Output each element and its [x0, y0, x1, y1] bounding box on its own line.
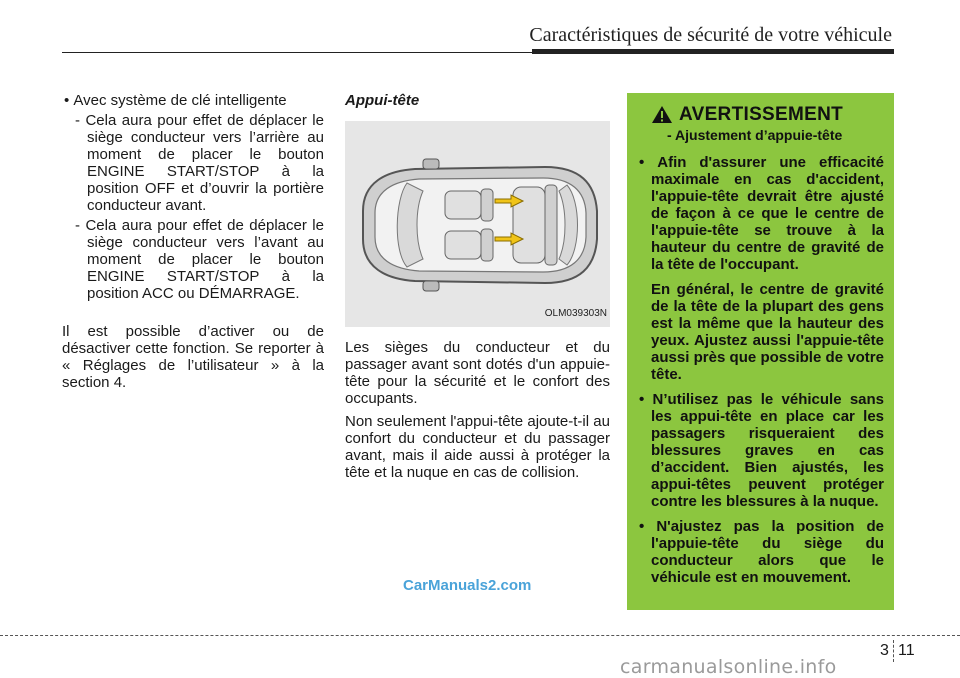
- warning-item-text: N’utilisez pas le véhicule sans les appui-tête en place car les passagers risqueraient des blessures graves en cas d’accident. Bien ajustés, les appui-têtes peuvent protéger contre les blessures à la nuque.: [651, 391, 885, 510]
- warning-item: • Afin d'assurer une efficacité maximale en cas d'accident, l'appuie-tête devrait être ajusté de façon à ce que le centre de l'appuie-tête se trouve à la hauteur du centre de gravité de la tête de l'occupant.: [639, 154, 885, 273]
- warning-item: • N’utilisez pas le véhicule sans les appui-tête en place car les passagers risqueraient des blessures graves en cas d’accident. Bien ajustés, les appui-têtes peuvent protéger contre les blessures à la nuque.: [639, 391, 885, 510]
- headrest-figure: [345, 121, 610, 327]
- site-logo[interactable]: carmanualsonline.info: [620, 656, 837, 678]
- bullet-item: • Avec système de clé intelligente: [64, 92, 287, 109]
- left-column: [62, 92, 324, 391]
- header-rule: [62, 52, 532, 53]
- car-topview-illustration: [345, 121, 610, 327]
- warning-item-text: Afin d'assurer une efficacité maximale en cas d'accident, l'appuie-tête devrait être ajusté de façon à ce que le centre de l'appuie-tête se trouve à la hauteur du centre de gravité de la tête de l'occupant.: [651, 154, 885, 273]
- figure-code: OLM039303N: [544, 308, 607, 319]
- paragraph: Il est possible d’activer ou de désactiver cette fonction. Se reporter à « Réglages de l’utilisateur » à la section 4.: [62, 323, 324, 391]
- chapter-number: 3: [880, 642, 889, 659]
- warning-item: • N'ajustez pas la position de l'appuie-tête du siège du conducteur alors que le véhicule est en mouvement.: [639, 518, 885, 586]
- footer-rule: [0, 635, 960, 636]
- warning-triangle-icon: [651, 105, 673, 124]
- section-title: Appui-tête: [345, 92, 420, 109]
- dash-item-2: - Cela aura pour effet de déplacer le siège conducteur vers l’avant au moment de placer le bouton ENGINE START/STOP à la position ACC ou DÉMARRAGE.: [75, 217, 324, 302]
- page-header-title: Caractéristiques de sécurité de votre véhicule: [529, 24, 892, 46]
- bullet-text: Avec système de clé intelligente: [73, 92, 287, 109]
- warning-box: [627, 93, 894, 610]
- warning-title: AVERTISSEMENT: [679, 104, 844, 125]
- warning-item-text: N'ajustez pas la position de l'appuie-tête du siège du conducteur alors que le véhicule est en mouvement.: [651, 518, 885, 586]
- middle-column: [345, 92, 610, 481]
- paragraph: Non seulement l'appui-tête ajoute-t-il au confort du conducteur et du passager avant, mais il aide aussi à protéger la tête et la nuque en cas de collision.: [345, 413, 610, 481]
- page-number: 11: [898, 642, 915, 659]
- page-separator: [893, 640, 894, 662]
- watermark-link[interactable]: CarManuals2.com: [403, 577, 532, 594]
- header-rule-thick: [532, 49, 894, 54]
- paragraph: Les sièges du conducteur et du passager avant sont dotés d'un appuie-tête pour la sécurité et le confort des occupants.: [345, 339, 610, 407]
- dash-item-1: - Cela aura pour effet de déplacer le siège conducteur vers l’arrière au moment de placer le bouton ENGINE START/STOP à la position OFF et d’ouvrir la portière conducteur avant.: [75, 112, 324, 214]
- warning-header: [651, 105, 884, 124]
- warning-subtitle: - Ajustement d’appuie-tête: [667, 127, 843, 143]
- warning-item-continued: En général, le centre de gravité de la tête de la plupart des gens est la même que la hauteur des yeux. Ajustez aussi l'appuie-tête aussi près que possible de votre tête.: [651, 281, 884, 383]
